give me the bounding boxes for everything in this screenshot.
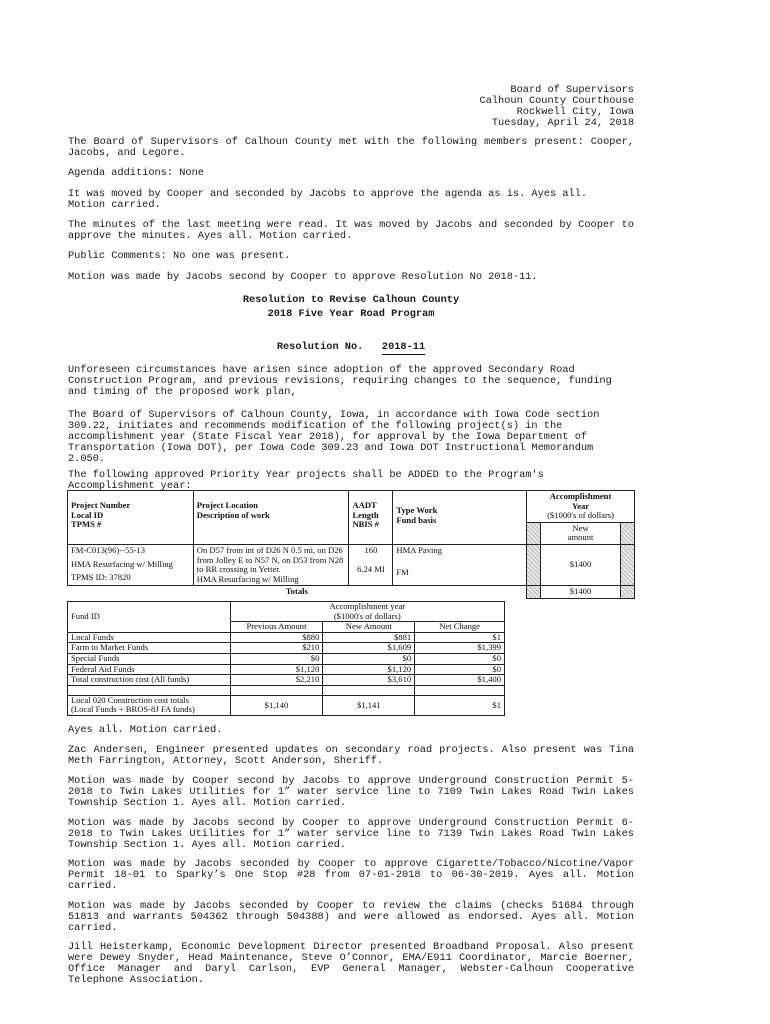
funds-header-row <box>68 602 505 622</box>
shaded-cell <box>620 544 634 585</box>
header-line: Rockwell City, Iowa <box>516 106 634 118</box>
funds-accomplishment-header: Accomplishment year ($1000's of dollars) <box>230 602 504 622</box>
resolution-number: 2018-11 <box>381 341 426 353</box>
shaded-cell <box>620 586 634 599</box>
aadt-header: AADT Length NBIS # <box>349 491 393 545</box>
public-comments: Public Comments: No one was present. <box>68 250 291 262</box>
cigarette-permit-paragraph: Motion was made by Jacobs seconded by Cooper to approve Cigarette/Tobacco/Nicotine/Vapor Permit 18-01 to Sparky’s One Stop #28 from 07-01-2018 to 06-30-2019. Ayes all. Motion carried. <box>68 858 641 892</box>
resolution-number-label: Resolution No. <box>276 341 364 353</box>
accomplishment-header: Accomplishment Year ($1000's of dollars) <box>527 491 635 523</box>
shaded-cell <box>527 586 541 599</box>
agenda-additions: Agenda additions: None <box>68 167 204 179</box>
type-work-cell: HMA Paving FM <box>393 544 527 585</box>
resolution-title: Resolution to Revise Calhoun County <box>242 294 460 306</box>
new-amount-header: New amount <box>541 522 621 544</box>
agenda-motion: It was moved by Cooper and seconded by Jacobs to approve the agenda as is. Ayes all. Motion carried. <box>68 188 600 211</box>
resolution-motion: Motion was made by Jacobs second by Cooper to approve Resolution No 2018-11. <box>68 271 538 283</box>
new-amount-header: New Amount <box>323 622 415 633</box>
permit-6-paragraph: Motion was made by Jacobs second by Cooper to approve Underground Construction Permit 6-2018 to Twin Lakes Utilities for 1” water service line to 7139 Twin Lakes Road Twin Lakes Township Section 1. Ayes all. Motion carried. <box>68 817 641 851</box>
funds-spacer-row <box>68 685 505 695</box>
project-table-header <box>68 491 635 523</box>
funds-table <box>67 601 505 716</box>
aadt-cell: 160 6.24 MI <box>349 544 393 585</box>
local-totals-row: Local 020 Construction cost totals (Local Funds + BROS-8J FA funds) $1,140 $1,141 $1 <box>68 695 505 715</box>
header-line: Tuesday, April 24, 2018 <box>491 117 634 129</box>
minutes-motion: The minutes of the last meeting were read. It was moved by Jacobs and seconded by Cooper to approve the minutes. Ayes all. Motion carried. <box>68 219 641 242</box>
project-location-cell: On D57 from int of D26 N 0.5 mi, on D26 from Jolley E to N57 N, on D53 from N28 to RR crossing in Yetter. HMA Resurfacing w/ Milling <box>193 544 349 585</box>
new-amount-cell: $1400 <box>541 544 621 585</box>
claims-paragraph: Motion was made by Jacobs seconded by Cooper to review the claims (checks 51684 through 51813 and warrants 504362 through 504388) and were allowed as endorsed. Ayes all. Motion carried. <box>68 900 641 934</box>
local-totals-label: Local 020 Construction cost totals (Local Funds + BROS-8J FA funds) <box>68 695 231 715</box>
resolution-paragraph-1: Unforeseen circumstances have arisen since adoption of the approved Secondary Road Construction Program, and previous revisions, requiring changes to the sequence, funding and timing of the proposed work plan, <box>68 364 618 398</box>
resolution-paragraph-3: The following approved Priority Year projects shall be ADDED to the Program's Accomplishment year: <box>68 469 550 492</box>
members-paragraph: The Board of Supervisors of Calhoun County met with the following members present: Cooper, Jacobs, and Legore. <box>68 136 641 159</box>
resolution-subtitle: 2018 Five Year Road Program <box>267 308 435 320</box>
fund-id-header: Fund ID <box>68 602 231 633</box>
project-row <box>68 544 635 585</box>
type-work-header: Type Work Fund basis <box>393 491 527 545</box>
net-change-header: Net Change <box>415 622 505 633</box>
engineer-paragraph: Zac Andersen, Engineer presented updates on secondary road projects. Also present was Tina Meth Farrington, Attorney, Scott Anderson, Sheriff. <box>68 744 641 767</box>
project-table <box>67 490 635 599</box>
project-number-header: Project Number Local ID TPMS # <box>68 491 194 545</box>
shaded-cell <box>527 522 541 544</box>
funds-row: Farm to Market Funds $210 $1,609 $1,399 <box>68 643 505 654</box>
header-line: Calhoun County Courthouse <box>479 95 634 107</box>
resolution-number-line <box>68 342 634 353</box>
project-location-header: Project Location Description of work <box>193 491 349 545</box>
funds-row: Special Funds $0 $0 $0 <box>68 653 505 664</box>
broadband-paragraph: Jill Heisterkamp, Economic Development Director presented Broadband Proposal. Also present were Dewey Snyder, Head Maintenance, Steve O’Connor, EMA/E911 Coordinator, Marcie Boerner, Office Manager and Daryl Carlson, EVP General Manager, Webster-Calhoun Cooperative Telephone Association. <box>68 941 641 986</box>
funds-total-row: Total construction cost (All funds) $2,210 $3,610 $1,400 <box>68 675 505 686</box>
ayes-line: Ayes all. Motion carried. <box>68 724 223 736</box>
resolution-paragraph-2: The Board of Supervisors of Calhoun County, Iowa, in accordance with Iowa Code section 309.22, initiates and recommends modification of the following project(s) in the accomplishment year (State Fiscal Year 2018), for approval by the Iowa Department of Transportation (Iowa DOT), per Iowa Code 309.23 and Iowa DOT Instructional Memorandum 2.050. <box>68 409 606 465</box>
shaded-cell <box>620 522 634 544</box>
totals-label: Totals <box>68 586 527 599</box>
project-totals-row <box>68 586 635 599</box>
header-line: Board of Supervisors <box>510 84 634 96</box>
funds-row: Local Funds $880 $881 $1 <box>68 632 505 643</box>
previous-amount-header: Previous Amount <box>230 622 323 633</box>
funds-row: Federal Aid Funds $1,120 $1,120 $0 <box>68 664 505 675</box>
project-number-cell: FM-C013(96)--55-13 HMA Resurfacing w/ Milling TPMS ID: 37820 <box>68 544 194 585</box>
totals-amount: $1400 <box>541 586 621 599</box>
shaded-cell <box>527 544 541 585</box>
document-header <box>480 85 634 129</box>
permit-5-paragraph: Motion was made by Cooper second by Jacobs to approve Underground Construction Permit 5-2018 to Twin Lakes Utilities for 1” water service line to 7109 Twin Lakes Road Twin Lakes Township Section 1. Ayes all. Motion carried. <box>68 775 641 809</box>
